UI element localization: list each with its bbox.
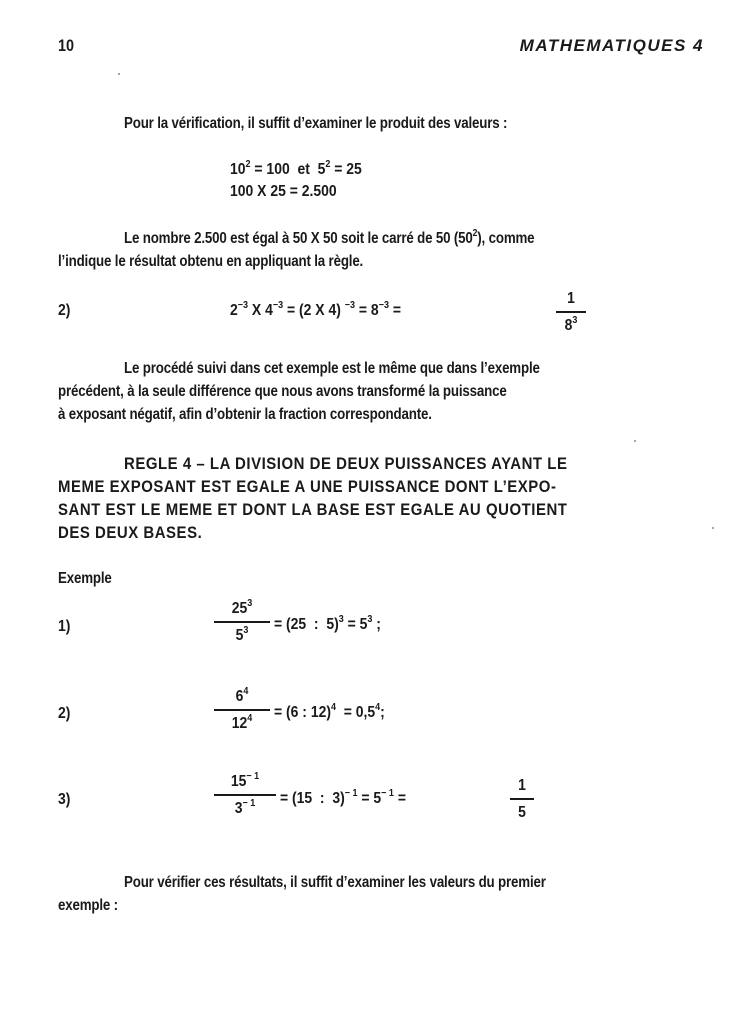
exponent: −3 <box>344 300 356 311</box>
paragraph-2-line-1: Le procédé suivi dans cet exemple est le même que dans l’exemple <box>124 360 540 377</box>
verification-text: Pour la vérification, il suffit d’examiner le produit des valeurs : <box>124 115 508 132</box>
text: = (15 : 3) <box>280 790 345 807</box>
paragraph-1-line-1 <box>124 230 534 248</box>
numerator <box>217 773 273 791</box>
exponent: 4 <box>375 702 381 713</box>
base: 5 <box>235 627 244 644</box>
base: 12 <box>231 715 248 732</box>
example-2-rhs <box>274 704 385 722</box>
rule-4-line-2: MEME EXPOSANT EST EGALE A UNE PUISSANCE DONT L’EXPO- <box>58 477 557 496</box>
text: = 0,5 <box>336 704 376 721</box>
exponent: − 1 <box>344 788 358 799</box>
paragraph-2-line-3: à exposant négatif, afin d’obtenir la fraction correspondante. <box>58 406 432 423</box>
calc-line-2: 100 X 25 = 2.500 <box>230 183 337 200</box>
base: 3 <box>234 800 243 817</box>
example-1-fraction <box>214 600 270 645</box>
example-1-label: 1) <box>58 618 71 635</box>
rule-4-line-1: REGLE 4 – LA DIVISION DE DEUX PUISSANCES AYANT LE <box>124 454 568 473</box>
text: Le nombre 2.500 est égal à 50 X 50 soit le carré de 50 (50 <box>124 230 473 247</box>
equation-prev-2 <box>230 302 401 320</box>
numerator <box>217 688 267 706</box>
text: = 25 <box>330 161 362 178</box>
denominator <box>217 800 273 818</box>
exponent: 4 <box>243 686 249 697</box>
denominator <box>558 317 585 335</box>
closing-line-2: exemple : <box>58 897 118 914</box>
text: = 8 <box>355 302 379 319</box>
base: 10 <box>230 161 246 178</box>
fraction-bar <box>214 709 270 711</box>
base: 6 <box>235 688 244 705</box>
exponent: 2 <box>245 159 251 170</box>
example-3-fraction <box>214 773 276 818</box>
text: = (6 : 12) <box>274 704 331 721</box>
fraction-bar <box>556 311 586 313</box>
fraction-1-over-8-cubed <box>556 290 586 335</box>
denominator: 5 <box>518 804 526 821</box>
example-2-label: 2) <box>58 705 71 722</box>
fraction-bar <box>510 798 534 800</box>
scan-speck <box>634 440 636 442</box>
calc-line-1 <box>230 161 362 179</box>
exponent: 2 <box>325 159 331 170</box>
base: 5 <box>317 161 326 178</box>
exponent: 3 <box>367 614 373 625</box>
fraction-bar <box>214 794 276 796</box>
text: = <box>388 302 401 319</box>
fraction-bar <box>214 621 270 623</box>
base: 15 <box>230 773 247 790</box>
examples-heading: Exemple <box>58 570 112 587</box>
closing-line-1: Pour vérifier ces résultats, il suffit d’examiner les valeurs du premier <box>124 874 546 891</box>
running-title: MATHEMATIQUES 4 <box>519 36 704 55</box>
base: 25 <box>231 600 248 617</box>
numerator: 1 <box>567 290 575 307</box>
text: = (25 : 5) <box>274 616 339 633</box>
example-2-fraction <box>214 688 270 733</box>
rule-4-line-3: SANT EST LE MEME ET DONT LA BASE EST EGALE AU QUOTIENT <box>58 500 568 519</box>
exponent: 3 <box>338 614 344 625</box>
text: ; <box>372 616 381 633</box>
base: 4 <box>265 302 273 319</box>
numerator: 1 <box>518 777 526 794</box>
denominator <box>217 627 267 645</box>
page-number: 10 <box>58 36 75 55</box>
exponent: − 1 <box>242 798 256 809</box>
text: = (2 X 4) <box>283 302 345 319</box>
paragraph-2-line-2: précédent, à la seule différence que nous avons transformé la puissance <box>58 383 507 400</box>
numerator <box>217 600 267 618</box>
exponent: −3 <box>378 300 389 311</box>
example-3-result-fraction <box>510 777 534 822</box>
text: = 100 et <box>250 161 318 178</box>
text: ), comme <box>477 230 535 247</box>
exponent: − 1 <box>381 788 394 799</box>
text: = 5 <box>357 790 382 807</box>
base: 8 <box>564 317 573 334</box>
rule-4-line-4: DES DEUX BASES. <box>58 523 203 542</box>
exponent: −3 <box>237 300 249 311</box>
paragraph-1-line-2: l’indique le résultat obtenu en appliquant la règle. <box>58 253 364 270</box>
exponent: 3 <box>243 625 249 636</box>
exponent: 4 <box>330 702 337 713</box>
exponent: − 1 <box>246 771 260 782</box>
exponent: −3 <box>272 300 284 311</box>
example-label: 2) <box>58 302 71 319</box>
base: 2 <box>230 302 238 319</box>
denominator <box>217 715 267 733</box>
text: ; <box>380 704 385 721</box>
scan-speck <box>118 73 120 75</box>
exponent: 3 <box>247 598 253 609</box>
example-3-rhs <box>280 790 406 808</box>
text: X <box>248 302 266 319</box>
exponent: 3 <box>572 315 578 326</box>
example-1-rhs <box>274 616 381 634</box>
scan-speck <box>712 527 714 529</box>
text: = <box>393 790 406 807</box>
exponent: 2 <box>472 228 478 239</box>
example-3-label: 3) <box>58 791 71 808</box>
text: = 5 <box>343 616 368 633</box>
exponent: 4 <box>247 713 253 724</box>
